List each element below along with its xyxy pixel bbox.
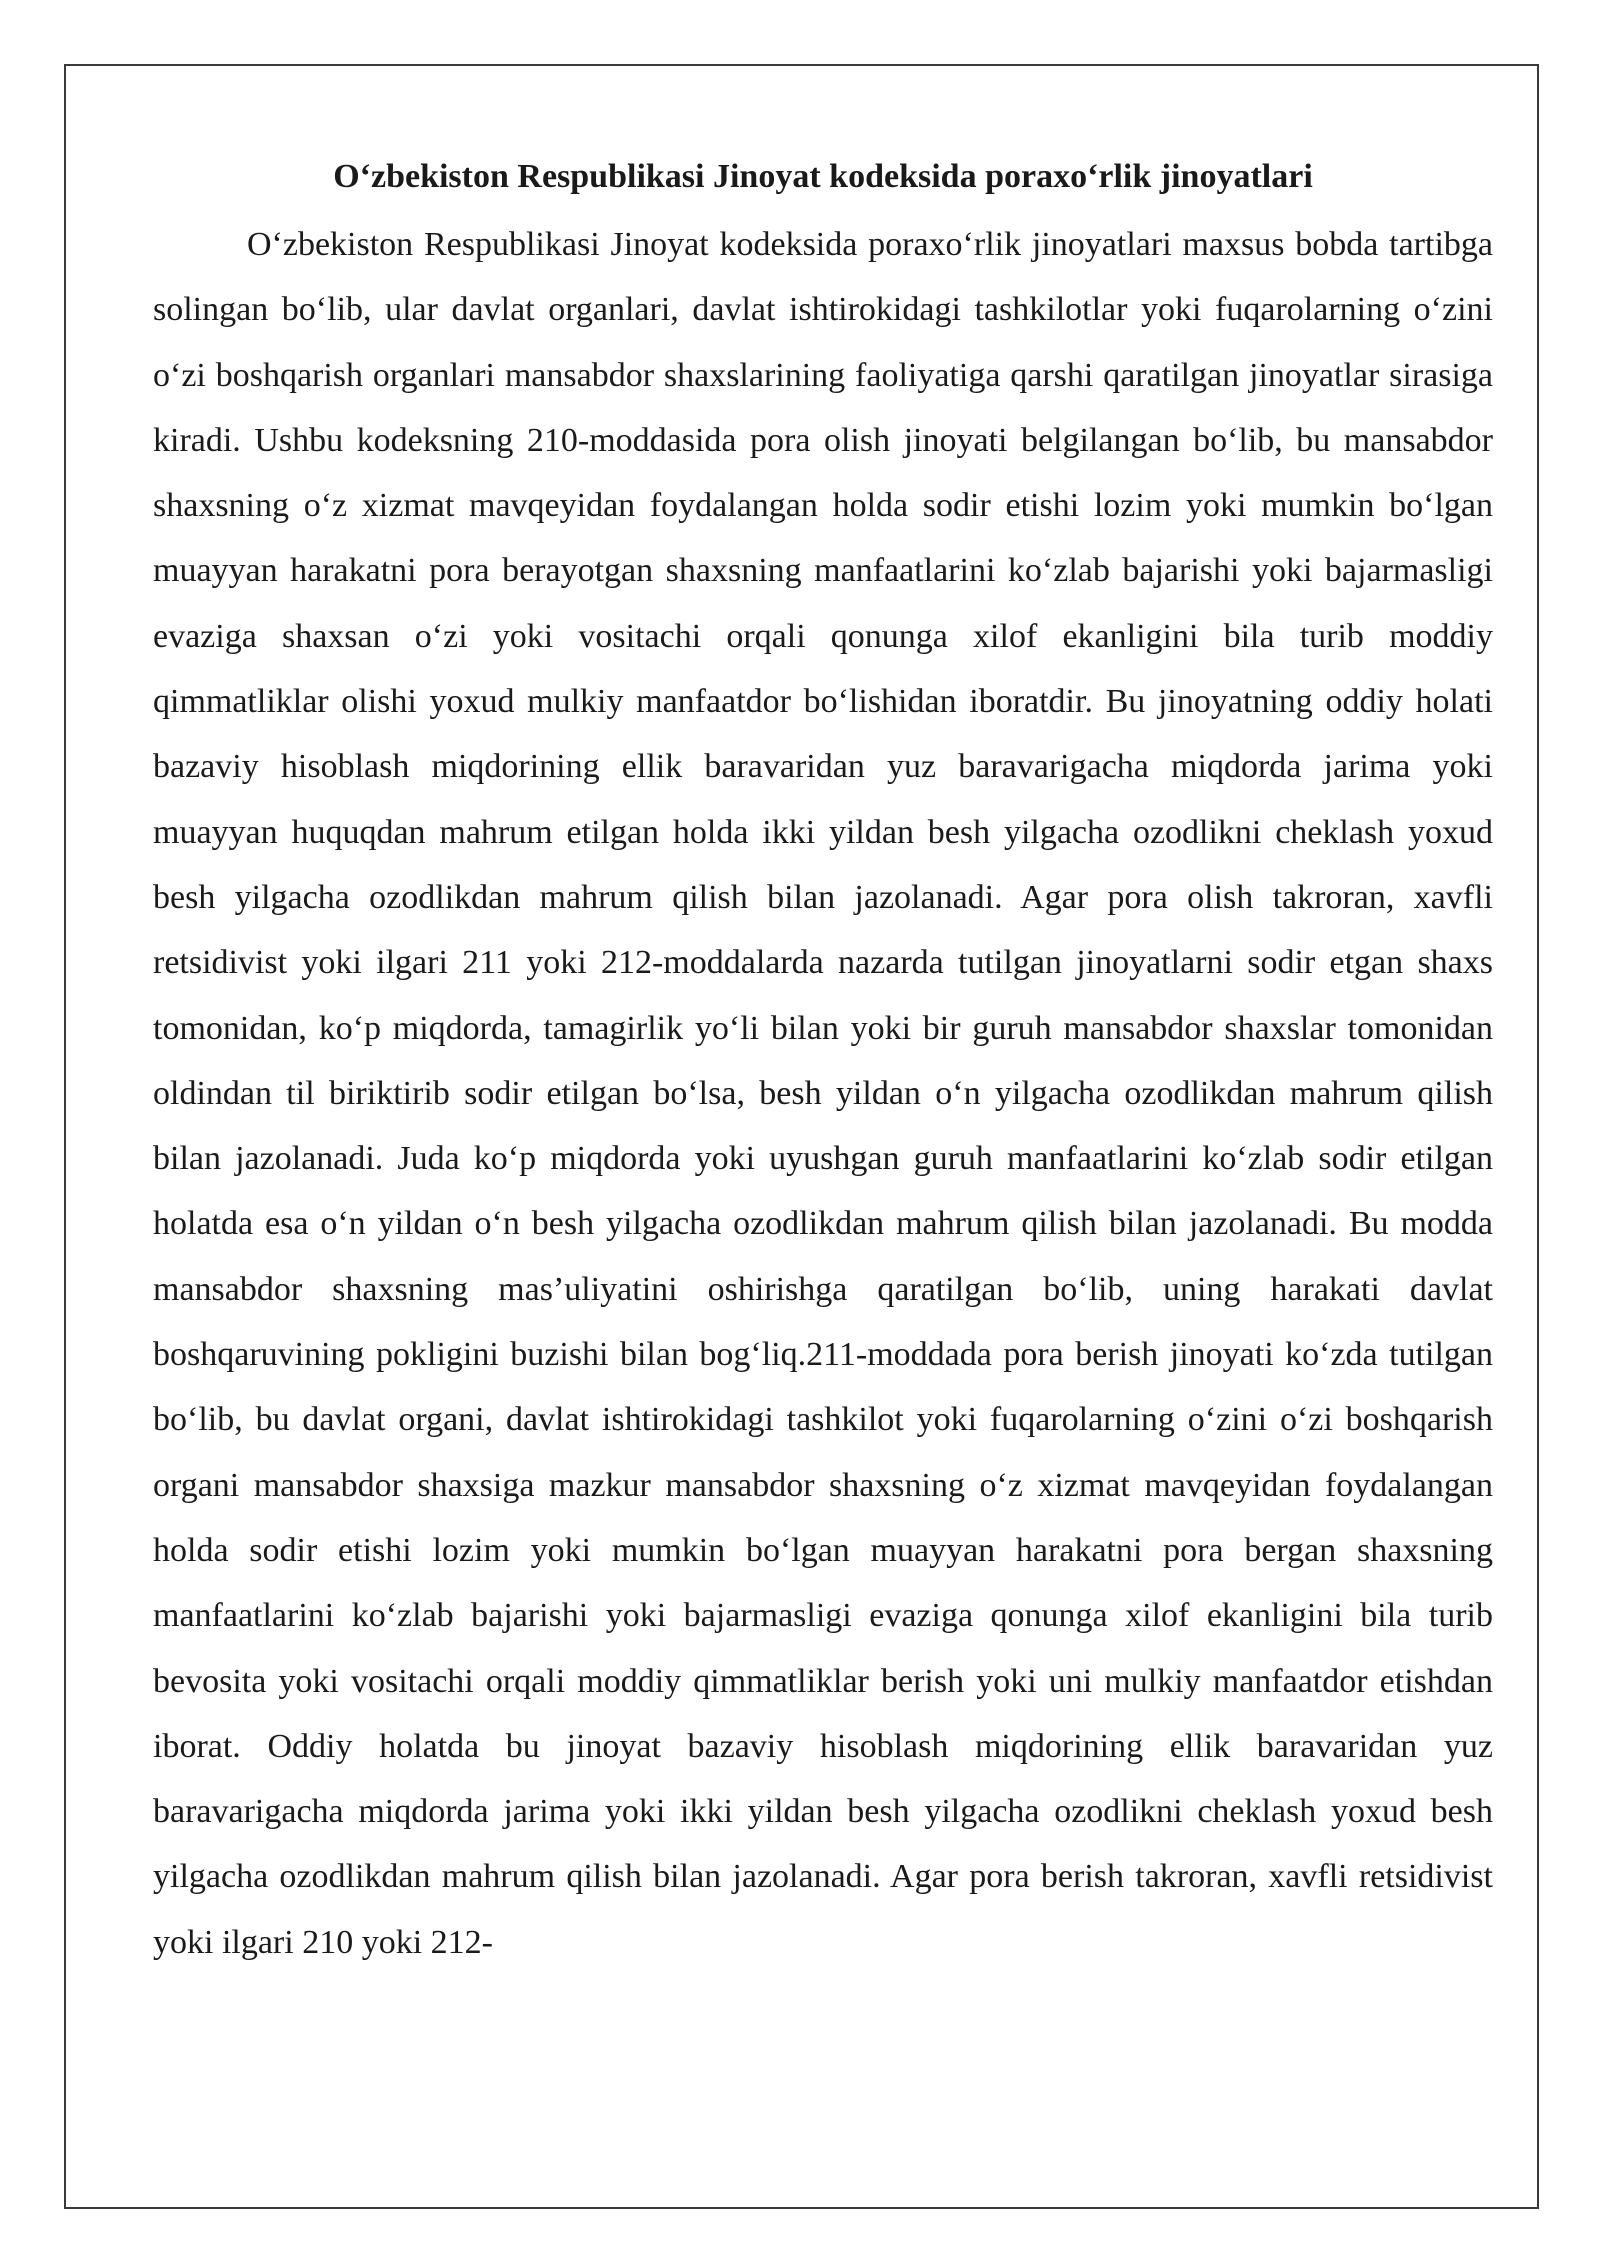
body-paragraph: O‘zbekiston Respublikasi Jinoyat kodeksida poraxo‘rlik jinoyatlari maxsus bobda tartibga solingan bo‘lib, ular davlat organlari, davlat ishtirokidagi tashkilotlar yoki fuqarolarning o‘zini o‘zi boshqarish organlari mansabdor shaxslarining faoliyatiga qarshi qaratilgan jinoyatlar sirasiga kiradi. Ushbu kodeksning 210-moddasida pora olish jinoyati belgilangan bo‘lib, bu mansabdor shaxsning o‘z xizmat mavqeyidan foydalangan holda sodir etishi lozim yoki mumkin bo‘lgan muayyan harakatni pora berayotgan shaxsning manfaatlarini ko‘zlab bajarishi yoki bajarmasligi evaziga shaxsan o‘zi yoki vositachi orqali qonunga xilof ekanligini bila turib moddiy qimmatliklar olishi yoxud mulkiy manfaatdor bo‘lishidan iboratdir. Bu jinoyatning oddiy holati bazaviy hisoblash miqdorining ellik baravaridan yuz baravarigacha miqdorda jarima yoki muayyan huquqdan mahrum etilgan holda ikki yildan besh yilgacha ozodlikni cheklash yoxud besh yilgacha ozodlikdan mahrum qilish bilan jazolanadi. Agar pora olish takroran, xavfli retsidivist yoki ilgari 211 yoki 212-moddalarda nazarda tutilgan jinoyatlarni sodir etgan shaxs tomonidan, ko‘p miqdorda, tamagirlik yo‘li bilan yoki bir guruh mansabdor shaxslar tomonidan oldindan til biriktirib sodir etilgan bo‘lsa, besh yildan o‘n yilgacha ozodlikdan mahrum qilish bilan jazolanadi. Juda ko‘p miqdorda yoki uyushgan guruh manfaatlarini ko‘zlab sodir etilgan holatda esa o‘n yildan o‘n besh yilgacha ozodlikdan mahrum qilish bilan jazolanadi. Bu modda mansabdor shaxsning mas’uliyatini oshirishga qaratilgan bo‘lib, uning harakati davlat boshqaruvining pokligini buzishi bilan bog‘liq.211-moddada pora berish jinoyati ko‘zda tutilgan bo‘lib, bu davlat organi, davlat ishtirokidagi tashkilot yoki fuqarolarning o‘zini o‘zi boshqarish organi mansabdor shaxsiga mazkur mansabdor shaxsning o‘z xizmat mavqeyidan foydalangan holda sodir etishi lozim yoki mumkin bo‘lgan muayyan harakatni pora bergan shaxsning manfaatlarini ko‘zlab bajarishi yoki bajarmasligi evaziga qonunga xilof ekanligini bila turib bevosita yoki vositachi orqali moddiy qimmatliklar berish yoki uni mulkiy manfaatdor etishdan iborat. Oddiy holatda bu jinoyat bazaviy hisoblash miqdorining ellik baravaridan yuz baravarigacha miqdorda jarima yoki ikki yildan besh yilgacha ozodlikni cheklash yoxud besh yilgacha ozodlikdan mahrum qilish bilan jazolanadi. Agar pora berish takroran, xavfli retsidivist yoki ilgari 210 yoki 212- <box>153 226 1493 1961</box>
document-title: O‘zbekiston Respublikasi Jinoyat kodeksida poraxo‘rlik jinoyatlari <box>333 158 1313 195</box>
document-content <box>153 148 1493 1975</box>
